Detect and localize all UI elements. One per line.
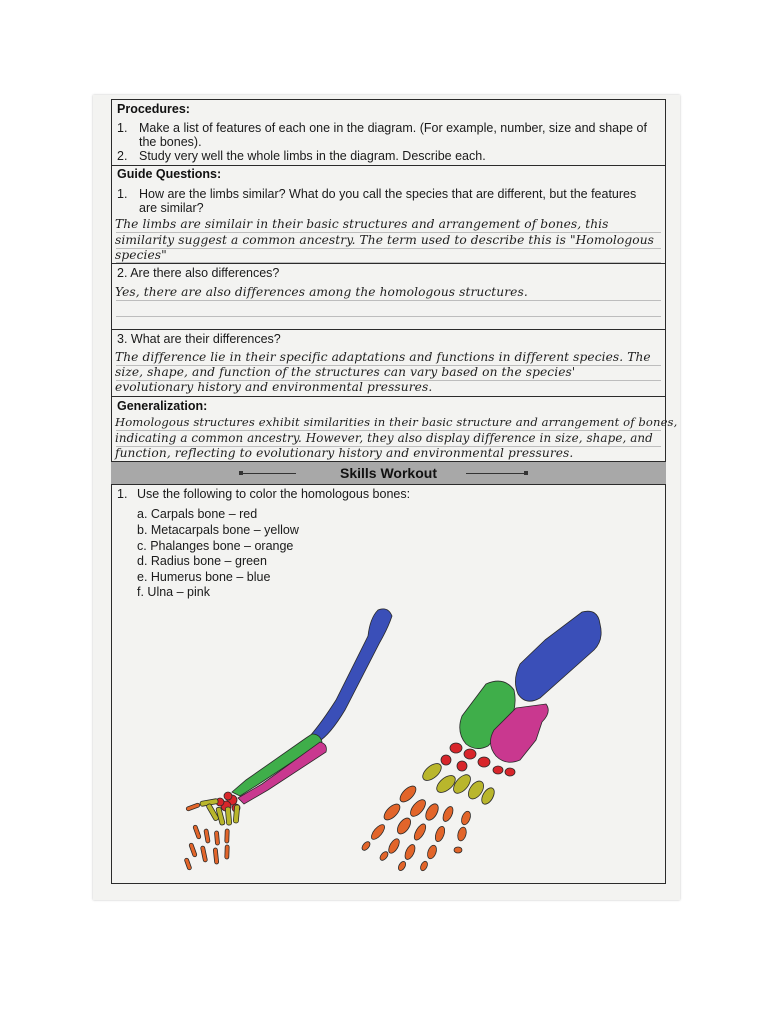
procedure-1-line2: the bones). — [139, 135, 202, 149]
q1-line1: How are the limbs similar? What do you call the species that are different, but the features — [139, 187, 637, 201]
color-key-ulna: f. Ulna – pink — [137, 585, 210, 599]
color-key-humerus: e. Humerus bone – blue — [137, 570, 271, 584]
skills-instruction-num: 1. — [117, 487, 128, 501]
generalization-heading: Generalization: — [117, 399, 208, 413]
answer-3-line3: evolutionary history and environmental pressures. — [115, 380, 433, 394]
q1-line2: are similar? — [139, 201, 204, 215]
generalization-line3: function, reflecting to evolutionary history and environmental pressures. — [115, 446, 574, 460]
procedures-heading: Procedures: — [117, 102, 190, 116]
human-arm-diagram — [184, 609, 392, 870]
question-2: 2. Are there also differences? — [117, 266, 280, 280]
q1-num: 1. — [117, 187, 128, 201]
color-key-carpals: a. Carpals bone – red — [137, 507, 258, 521]
answer-1-line2: similarity suggest a common ancestry. The term used to describe this is "Homologous — [115, 233, 655, 247]
ulna-bone-left — [238, 742, 326, 804]
humerus-bone-right — [515, 611, 601, 701]
answer-2: Yes, there are also differences among the homologous structures. — [115, 285, 528, 299]
guide-heading: Guide Questions: — [117, 167, 222, 181]
generalization-line1: Homologous structures exhibit similarities in their basic structure and arrangement of bones, — [115, 415, 678, 429]
skills-instruction: Use the following to color the homologous bones: — [137, 487, 411, 501]
radius-bone-left — [232, 734, 322, 796]
skills-workout-title: Skills Workout — [340, 465, 437, 481]
procedure-1-line1: Make a list of features of each one in the diagram. (For example, number, size and shape of — [139, 121, 647, 135]
question-3: 3. What are their differences? — [117, 332, 281, 346]
procedure-2-text: Study very well the whole limbs in the diagram. Describe each. — [139, 149, 486, 163]
answer-1-line1: The limbs are similair in their basic structures and arrangement of bones, this — [115, 217, 609, 231]
animal-limb-diagram — [360, 611, 601, 872]
answer-1-line3: species" — [115, 248, 167, 262]
phalanges-right — [360, 783, 472, 871]
color-key-metacarpals: b. Metacarpals bone – yellow — [137, 523, 299, 537]
procedure-2-num: 2. — [117, 149, 128, 163]
humerus-bone-left — [310, 609, 392, 742]
color-key-phalanges: c. Phalanges bone – orange — [137, 539, 294, 553]
color-key-radius: d. Radius bone – green — [137, 554, 267, 568]
generalization-line2: indicating a common ancestry. However, they also display difference in size, shape, and — [115, 431, 653, 445]
answer-3-line2: size, shape, and function of the structures can vary based on the species' — [115, 365, 576, 379]
answer-3-line1: The difference lie in their specific adaptations and functions in different species. The — [115, 350, 651, 364]
procedure-1-num: 1. — [117, 121, 128, 135]
